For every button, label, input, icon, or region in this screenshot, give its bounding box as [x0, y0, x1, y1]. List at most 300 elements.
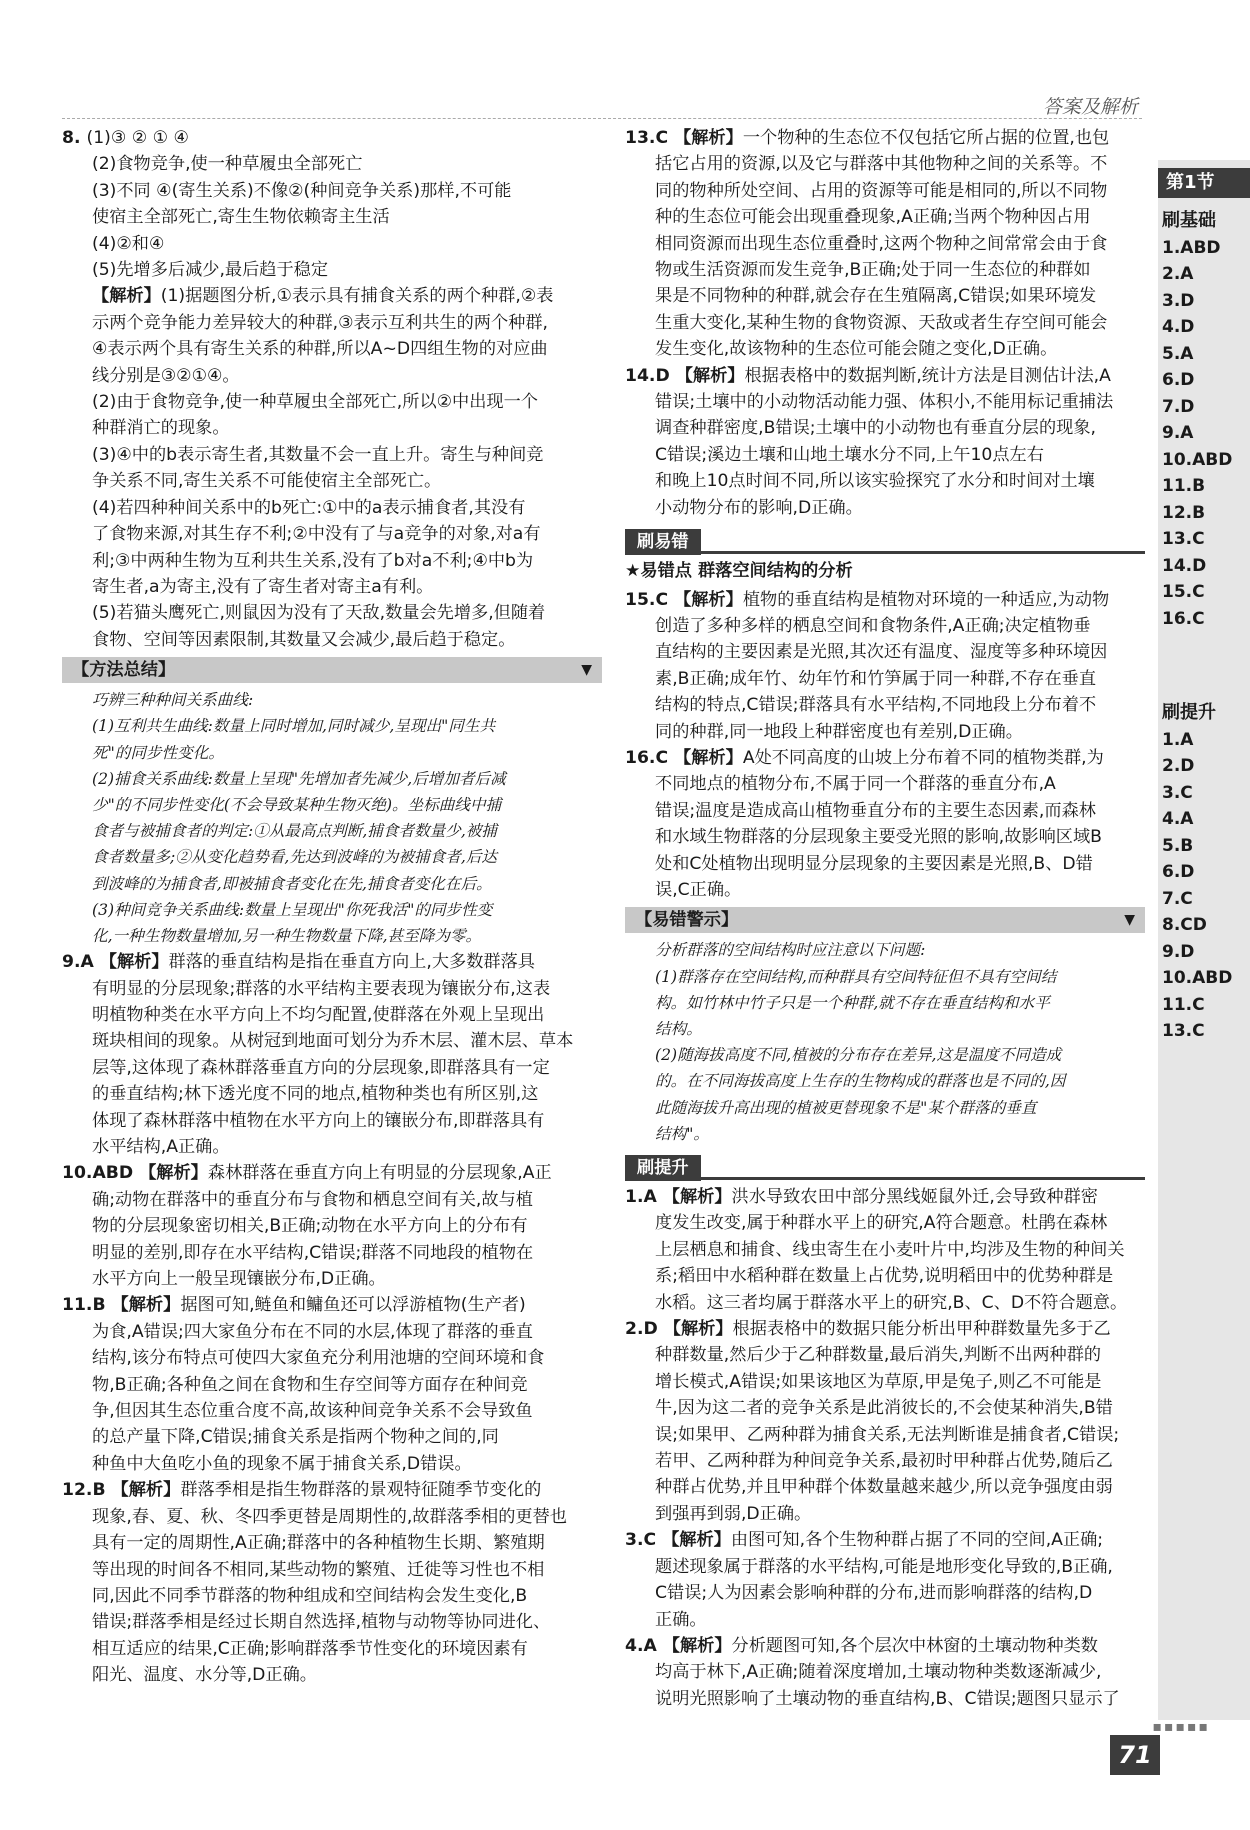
text-line [62, 713, 602, 739]
question-number: 15.C [625, 589, 675, 610]
text-line [625, 692, 1145, 718]
answer-item: 11.B [1162, 476, 1206, 496]
text-line [62, 1213, 602, 1239]
text-line [62, 1292, 602, 1318]
line-text: 示两个竞争能力差异较大的种群,③表示互利共生的两个种群, [92, 312, 549, 333]
line-text: 处和C处植物出现明显分层现象的主要因素是光照,B、D错 [655, 853, 1093, 874]
line-text: 到波峰的为捕食者,即被捕食者变化在先,捕食者变化在后。 [92, 874, 492, 893]
text-line [62, 574, 602, 600]
answer-item: 1.ABD [1162, 237, 1221, 258]
text-line [625, 824, 1145, 850]
line-text: 结构。 [655, 1019, 702, 1038]
line-text: C错误;溪边土壤和山地土壤水分不同,上午10点左右 [655, 444, 1044, 465]
text-line [625, 336, 1145, 362]
answer-item: 10.ABD [1162, 449, 1233, 470]
text-line [625, 1554, 1145, 1580]
question-number: 4.A [625, 1635, 663, 1656]
section-header-label: 刷提升 [625, 1155, 701, 1181]
analysis-label: 【解析】 [663, 1319, 733, 1340]
analysis-label: 【解析】 [111, 1480, 181, 1501]
text-line [625, 771, 1145, 797]
text-line [625, 204, 1145, 230]
text-line [62, 871, 602, 897]
line-text: 为食,A错误;四大家鱼分布在不同的水层,体现了群落的垂直 [92, 1321, 533, 1342]
left-column [62, 125, 602, 1689]
text-line [62, 1609, 602, 1635]
line-text: 争,但因其生态位重合度不高,故该种间竞争关系不会导致鱼 [92, 1401, 533, 1422]
page-dots: ▪▪▪▪▪ [1152, 1719, 1210, 1735]
answer-item: 11.C [1162, 994, 1205, 1015]
text-line [62, 442, 602, 468]
line-text: 明显的差别,即存在水平结构,C错误;群落不同地段的植物在 [92, 1242, 534, 1263]
answer-item: 13.C [1162, 1021, 1205, 1041]
line-text: 题述现象属于群落的水平结构,可能是地形变化导致的,B正确, [655, 1556, 1113, 1577]
line-text: 调查种群密度,B错误;土壤中的小动物也有垂直分层的现象, [655, 418, 1097, 439]
text-line [62, 1583, 602, 1609]
text-line [62, 363, 602, 389]
text-line [625, 990, 1145, 1016]
text-line [62, 1081, 602, 1107]
answer-item: 4.A [1162, 809, 1194, 829]
answer-item: 7.C [1162, 888, 1193, 909]
text-line [625, 1607, 1145, 1633]
text-line [62, 1055, 602, 1081]
line-text: 群落的垂直结构是指在垂直方向上,大多数群落具 [168, 952, 535, 973]
question-number: 13.C [625, 128, 675, 148]
analysis-label: 【解析】 [674, 128, 743, 148]
line-text: 体现了森林群落中植物在水平方向上的镶嵌分布,即群落具有 [92, 1110, 545, 1131]
question-number: 14.D [625, 365, 676, 386]
line-text: 据图可知,鲢鱼和鳙鱼还可以浮游植物(生产者) [180, 1295, 526, 1316]
text-line [625, 1395, 1145, 1421]
text-line [62, 1424, 602, 1450]
text-line [625, 1633, 1145, 1659]
text-line [625, 1316, 1145, 1342]
text-line [625, 151, 1145, 177]
text-line [62, 468, 602, 494]
text-line [625, 1580, 1145, 1606]
text-line [62, 178, 602, 204]
text-line [625, 257, 1145, 283]
line-text: 由图可知,各个生物种群占据了不同的空间,A正确; [730, 1530, 1104, 1551]
line-text: 增长模式,A错误;如果该地区为草原,甲是兔子,则乙不可能是 [655, 1371, 1102, 1392]
text-line [62, 1002, 602, 1028]
answer-item: 3.D [1162, 290, 1195, 311]
analysis-label: 【解析】 [92, 286, 161, 307]
line-text: 错误;温度是造成高山植物垂直分布的主要生态因素,而森林 [655, 800, 1096, 821]
text-line [625, 1686, 1145, 1712]
section-header [625, 1151, 1145, 1180]
text-line [62, 495, 602, 521]
line-text: 具有一定的周期性,A正确;群落中的各种植物生长期、繁殖期 [92, 1533, 545, 1554]
line-text: 食物、空间等因素限制,其数量又会减少,最后趋于稳定。 [92, 629, 516, 650]
text-line [62, 1451, 602, 1477]
answer-item: 2.A [1162, 264, 1194, 284]
text-line [625, 389, 1145, 415]
middle-column [625, 125, 1145, 1712]
analysis-label: 【解析】 [674, 589, 743, 610]
analysis-label: 【解析】 [139, 1163, 208, 1184]
text-line [625, 587, 1145, 613]
advanced-answer-title: 刷提升 [1162, 702, 1216, 723]
line-text: 物,B正确;各种鱼之间在食物和生存空间等方面存在种间竞 [92, 1374, 528, 1395]
text-line [62, 1372, 602, 1398]
line-text: 相同资源而出现生态位重叠时,这两个物种之间常常会由于食 [655, 233, 1108, 254]
text-line [625, 1095, 1145, 1121]
text-line [62, 521, 602, 547]
line-text: 利;③中两种生物为互利共生关系,没有了b对a不利;④中b为 [92, 550, 534, 571]
text-line [62, 923, 602, 949]
text-line [62, 976, 602, 1002]
line-text: 使宿主全部死亡,寄生生物依赖寄主生活 [92, 207, 390, 228]
line-text: (3)不同 ④(寄生关系)不像②(种间竞争关系)那样,不可能 [92, 180, 512, 201]
analysis-label: 【解析】 [662, 1530, 731, 1551]
text-line [625, 1184, 1145, 1210]
analysis-label: 【解析】 [662, 1635, 732, 1656]
analysis-label: 【解析】 [674, 747, 743, 768]
answer-item: 16.C [1162, 608, 1205, 629]
text-line [62, 1636, 602, 1662]
line-text: (1)③ ② ① ④ [86, 128, 189, 148]
question-number: 10.ABD [62, 1163, 140, 1184]
section-header [625, 525, 1145, 554]
text-line [625, 877, 1145, 903]
text-line [62, 1240, 602, 1266]
line-text: 斑块相间的现象。从树冠到地面可划分为乔木层、灌木层、草本 [92, 1031, 574, 1052]
answer-item: 9.D [1162, 941, 1195, 962]
line-text: 物或生活资源而发生竞争,B正确;处于同一生态位的种群如 [655, 260, 1091, 281]
answer-item: 13.C [1162, 529, 1205, 549]
line-text: 错误;群落季相是经过长期自然选择,植物与动物等协同进化、 [92, 1612, 551, 1633]
question-number: 3.C [625, 1530, 663, 1551]
text-line [625, 495, 1145, 521]
text-line [62, 1134, 602, 1160]
text-line [62, 1319, 602, 1345]
text-line [62, 257, 602, 283]
line-text: 创造了多种多样的栖息空间和食物条件,A正确;决定植物垂 [655, 615, 1091, 636]
line-text: A处不同高度的山坡上分布着不同的植物类群,为 [742, 747, 1104, 768]
text-line [625, 415, 1145, 441]
line-text: 根据表格中的数据判断,统计方法是目测估计法,A [744, 365, 1111, 386]
line-text: 化,一种生物数量增加,另一种生物数量下降,甚至降为零。 [92, 926, 482, 945]
line-text: 确;动物在群落中的垂直分布与食物和栖息空间有关,故与植 [92, 1189, 533, 1210]
answer-item: 10.ABD [1162, 968, 1233, 988]
text-line [62, 792, 602, 818]
text-line [62, 1557, 602, 1583]
line-text: (4)②和④ [92, 233, 165, 254]
text-line [625, 1042, 1145, 1068]
section-box-title [62, 657, 602, 683]
line-text: 构。如竹林中竹子只是一个种群,就不存在垂直结构和水平 [655, 993, 1050, 1012]
line-text: 括它占用的资源,以及它与群落中其他物种之间的关系等。不 [655, 154, 1108, 175]
text-line [62, 336, 602, 362]
line-text: (2)食物竞争,使一种草履虫全部死亡 [92, 154, 363, 175]
line-text: (1)群落存在空间结构,而种群具有空间特征但不具有空间结 [655, 967, 1057, 986]
text-line [62, 1187, 602, 1213]
text-line [62, 766, 602, 792]
line-text: (5)若猫头鹰死亡,则鼠因为没有了天敌,数量会先增多,但随着 [92, 603, 546, 624]
line-text: 结构,该分布特点可使四大家鱼充分利用池塘的空间环境和食 [92, 1348, 545, 1369]
line-text: 错误;土壤中的小动物活动能力强、体积小,不能用标记重捕法 [655, 392, 1114, 413]
line-text: 直结构的主要因素是光照,其次还有温度、湿度等多种环境因 [655, 642, 1108, 663]
line-text: 同,因此不同季节群落的物种组成和空间结构会发生变化,B [92, 1585, 528, 1606]
text-line [62, 1530, 602, 1556]
line-text: 巧辨三种种间关系曲线: [92, 691, 254, 710]
line-text: 此随海拔升高出现的植被更替现象不是"某个群落的垂直 [655, 1098, 1037, 1117]
line-text: C错误;人为因素会影响种群的分布,进而影响群落的结构,D [655, 1583, 1093, 1604]
line-text: 同的物种所处空间、占用的资源等可能是相同的,所以不同物 [655, 180, 1108, 201]
line-text: 种群消亡的现象。 [92, 418, 230, 439]
line-text: 说明光照影响了土壤动物的垂直结构,B、C错误;题图只显示了 [655, 1688, 1120, 1709]
text-line [62, 949, 602, 975]
text-line [62, 310, 602, 336]
text-line [62, 1266, 602, 1292]
answer-item: 4.D [1162, 317, 1195, 337]
line-text: 误,C正确。 [655, 879, 742, 900]
line-text: 物的分层现象密切相关,B正确;动物在水平方向上的分布有 [92, 1216, 528, 1237]
answer-item: 8.CD [1162, 915, 1207, 935]
text-line [625, 719, 1145, 745]
text-line [625, 937, 1145, 963]
text-line [625, 1016, 1145, 1042]
line-text: 果是不同物种的种群,就会存在生殖隔离,C错误;如果环境发 [655, 286, 1097, 307]
line-text: 分析群落的空间结构时应注意以下问题: [655, 941, 926, 960]
answer-item: 9.A [1162, 423, 1194, 443]
header-title: 答案及解析 [1042, 96, 1138, 118]
line-text: (2)由于食物竞争,使一种草履虫全部死亡,所以②中出现一个 [92, 392, 538, 413]
text-line [625, 964, 1145, 990]
text-line [625, 125, 1145, 151]
text-line [625, 468, 1145, 494]
answer-item: 14.D [1162, 555, 1207, 576]
question-number: 12.B [62, 1480, 112, 1501]
error-point-title: ★易错点 群落空间结构的分析 [625, 561, 853, 582]
line-text: (1)互利共生曲线:数量上同时增加,同时减少,呈现出"同生共 [92, 717, 496, 736]
basic-answer-list [1162, 208, 1232, 632]
answer-item: 2.D [1162, 756, 1195, 776]
line-text: 种的生态位可能会出现重叠现象,A正确;当两个物种因占用 [655, 207, 1091, 228]
text-line [625, 1210, 1145, 1236]
line-text: 度发生改变,属于种群水平上的研究,A符合题意。杜鹃在森林 [655, 1213, 1108, 1234]
line-text: 的总产量下降,C错误;捕食关系是指两个物种之间的,同 [92, 1427, 499, 1448]
answer-item: 15.C [1162, 582, 1205, 602]
page-number: 71 [1110, 1735, 1160, 1775]
question-number: 11.B [62, 1295, 112, 1316]
answer-item: 7.D [1162, 396, 1195, 417]
text-line [625, 1263, 1145, 1289]
triangle-down-icon: ▼ [581, 661, 592, 678]
text-line [625, 1290, 1145, 1316]
line-text: 争关系不同,寄生关系不可能使宿主全部死亡。 [92, 471, 442, 492]
header-divider [62, 118, 1142, 119]
line-text: 食者与被捕食者的判定:①从最高点判断,捕食者数量少,被捕 [92, 822, 498, 841]
text-line [625, 1121, 1145, 1147]
text-line [625, 231, 1145, 257]
line-text: (4)若四种种间关系中的b死亡:①中的a表示捕食者,其没有 [92, 497, 526, 518]
text-line [625, 178, 1145, 204]
line-text: 生重大变化,某种生物的食物资源、天敌或者生存空间可能会 [655, 312, 1108, 333]
line-text: 系;稻田中水稻种群在数量上占优势,说明稻田中的优势种群是 [655, 1266, 1114, 1287]
text-line [625, 851, 1145, 877]
section-box-title [625, 907, 1145, 933]
question-number: 16.C [625, 747, 675, 768]
text-line [625, 666, 1145, 692]
text-line [62, 1108, 602, 1134]
text-line [62, 548, 602, 574]
text-line [625, 1068, 1145, 1094]
text-line [62, 231, 602, 257]
section-header-label: 刷易错 [625, 529, 701, 555]
question-number: 8. [62, 128, 87, 148]
line-text: 群落季相是指生物群落的景观特征随季节变化的 [180, 1480, 542, 1501]
text-line [625, 1369, 1145, 1395]
question-number: 2.D [625, 1319, 664, 1340]
text-line [625, 1527, 1145, 1553]
answer-item: 6.D [1162, 370, 1195, 390]
line-text: 根据表格中的数据只能分析出甲种群数量先多于乙 [732, 1319, 1111, 1340]
text-line [625, 613, 1145, 639]
line-text: 的垂直结构;林下透光度不同的地点,植物种类也有所区别,这 [92, 1084, 539, 1105]
line-text: (2)随海拔高度不同,植被的分布存在差异,这是温度不同造成 [655, 1046, 1062, 1065]
line-text: 正确。 [655, 1609, 707, 1630]
line-text: 等出现的时间各不相同,某些动物的繁殖、迁徙等习性也不相 [92, 1559, 545, 1580]
text-line [62, 204, 602, 230]
line-text: 若甲、乙两种群为种间竞争关系,最初时甲种群占优势,随后乙 [655, 1451, 1113, 1472]
text-line [625, 1659, 1145, 1685]
analysis-label: 【解析】 [675, 365, 745, 386]
section-box-label: 【方法总结】 [72, 659, 176, 680]
line-text: 相互适应的结果,C正确;影响群落季节性变化的环境因素有 [92, 1638, 528, 1659]
text-line [625, 442, 1145, 468]
line-text: 小动物分布的影响,D正确。 [655, 497, 863, 518]
line-text: 种群占优势,并且甲种群个体数量越来越少,所以竞争强度由弱 [655, 1477, 1113, 1498]
text-line [62, 1504, 602, 1530]
line-text: 有明显的分层现象;群落的水平结构主要表现为镶嵌分布,这表 [92, 978, 551, 999]
answer-item: 1.A [1162, 729, 1194, 750]
text-line [62, 600, 602, 626]
line-text: 水平结构,A正确。 [92, 1137, 230, 1157]
text-line [62, 844, 602, 870]
section-box-label: 【易错警示】 [635, 910, 739, 931]
line-text: 明植物种类在水平方向上不均匀配置,使群落在外观上呈现出 [92, 1004, 545, 1025]
text-line [625, 1422, 1145, 1448]
analysis-label: 【解析】 [662, 1187, 732, 1207]
line-text: 死"的同步性变化。 [92, 743, 224, 762]
line-text: 误;如果甲、乙两种群为捕食关系,无法判断谁是捕食者,C错误; [655, 1424, 1120, 1445]
text-line [62, 687, 602, 713]
question-number: 9.A [62, 952, 100, 973]
text-line [625, 283, 1145, 309]
text-line [62, 1398, 602, 1424]
text-line [62, 389, 602, 415]
line-text: 了食物来源,对其生存不利;②中没有了与a竞争的对象,对a有 [92, 524, 541, 545]
text-line [62, 283, 602, 309]
text-line [62, 151, 602, 177]
line-text: 种群数量,然后少于乙种群数量,最后消失,判断不出两种群的 [655, 1345, 1102, 1366]
line-text: 发生变化,故该物种的生态位可能会随之变化,D正确。 [655, 339, 1058, 360]
line-text: (2)捕食关系曲线:数量上呈现"先增加者先减少,后增加者后减 [92, 769, 506, 788]
answer-item: 12.B [1162, 502, 1206, 523]
line-text: 结构的特点,C错误;群落具有水平结构,不同地段上分布着不 [655, 695, 1097, 716]
line-text: 和晚上10点时间不同,所以该实验探究了水分和时间对土壤 [655, 471, 1095, 492]
line-text: 同的种群,同一地段上种群密度也有差别,D正确。 [655, 721, 1023, 742]
triangle-down-icon: ▼ [1124, 912, 1135, 929]
basic-answer-title: 刷基础 [1162, 210, 1216, 231]
text-line [62, 818, 602, 844]
line-text: 结构"。 [655, 1124, 709, 1143]
line-text: 寄生者,a为寄主,没有了寄生者对寄主a有利。 [92, 576, 434, 597]
line-text: 一个物种的生态位不仅包括它所占据的位置,也包 [742, 128, 1110, 148]
question-number: 1.A [625, 1187, 663, 1207]
text-line [62, 740, 602, 766]
text-line [62, 1160, 602, 1186]
text-line [625, 310, 1145, 336]
text-line [625, 1342, 1145, 1368]
section-tab: 第1节 [1158, 168, 1250, 198]
text-line [625, 1237, 1145, 1263]
text-line [625, 1501, 1145, 1527]
line-text: (3)④中的b表示寄生者,其数量不会一直上升。寄生与种间竞 [92, 444, 544, 465]
answer-item: 3.C [1162, 782, 1193, 803]
line-text: 不同地点的植物分布,不属于同一个群落的垂直分布,A [655, 774, 1056, 795]
analysis-label: 【解析】 [111, 1295, 181, 1316]
answer-item: 6.D [1162, 862, 1195, 882]
text-line [625, 1448, 1145, 1474]
line-text: 水稻。这三者均属于群落水平上的研究,B、C、D不符合题意。 [655, 1292, 1128, 1313]
line-text: (5)先增多后减少,最后趋于稳定 [92, 260, 329, 281]
text-line [625, 798, 1145, 824]
line-text: 到强再到弱,D正确。 [655, 1503, 812, 1524]
text-line [62, 415, 602, 441]
text-line [62, 1345, 602, 1371]
line-text: 现象,春、夏、秋、冬四季更替是周期性的,故群落季相的更替也 [92, 1506, 567, 1527]
line-text: 水平方向上一般呈现镶嵌分布,D正确。 [92, 1269, 386, 1290]
line-text: 种鱼中大鱼吃小鱼的现象不属于捕食关系,D错误。 [92, 1453, 472, 1474]
line-text: 洪水导致农田中部分黑线姬鼠外迁,会导致种群密 [731, 1187, 1098, 1207]
line-text: 层等,这体现了森林群落垂直方向的分层现象,即群落具有一定 [92, 1057, 550, 1078]
answer-item: 5.B [1162, 835, 1194, 856]
text-line [625, 363, 1145, 389]
line-text: 素,B正确;成年竹、幼年竹和竹笋属于同一种群,不存在垂直 [655, 668, 1097, 689]
text-line [62, 1477, 602, 1503]
text-line [62, 1662, 602, 1688]
line-text: 线分别是③②①④。 [92, 365, 240, 386]
answer-item: 5.A [1162, 343, 1194, 364]
line-text: 分析题图可知,各个层次中林窗的土壤动物种类数 [731, 1635, 1098, 1656]
line-text: (1)据题图分析,①表示具有捕食关系的两个种群,②表 [160, 286, 554, 307]
text-line [625, 745, 1145, 771]
line-text: 均高于林下,A正确;随着深度增加,土壤动物种类数逐渐减少, [655, 1662, 1102, 1683]
text-line [62, 125, 602, 151]
line-text: 少"的不同步性变化(不会导致某种生物灭绝)。坐标曲线中捕 [92, 795, 502, 814]
line-text: 的。在不同海拔高度上生存的生物构成的群落也是不同的,因 [655, 1072, 1066, 1091]
line-text: 植物的垂直结构是植物对环境的一种适应,为动物 [742, 589, 1110, 610]
line-text: 森林群落在垂直方向上有明显的分层现象,A正 [207, 1163, 552, 1184]
line-text: 食者数量多;②从变化趋势看,先达到波峰的为被捕食者,后达 [92, 848, 498, 867]
text-line [62, 897, 602, 923]
line-text: (3)种间竞争关系曲线:数量上呈现出"你死我活"的同步性变 [92, 900, 493, 919]
text-line [625, 639, 1145, 665]
line-text: 牛,因为这二者的竞争关系是此消彼长的,不会使某种消失,B错 [655, 1398, 1113, 1419]
analysis-label: 【解析】 [99, 952, 169, 973]
text-line [62, 1028, 602, 1054]
line-text: 阳光、温度、水分等,D正确。 [92, 1665, 317, 1686]
line-text: 和水域生物群落的分层现象主要受光照的影响,故影响区域B [655, 827, 1102, 848]
advanced-answer-list [1162, 700, 1232, 1045]
line-text: 上层栖息和捕食、线虫寄生在小麦叶片中,均涉及生物的种间关 [655, 1239, 1125, 1260]
text-line [625, 1474, 1145, 1500]
line-text: ④表示两个具有寄生关系的种群,所以A~D四组生物的对应曲 [92, 339, 548, 360]
